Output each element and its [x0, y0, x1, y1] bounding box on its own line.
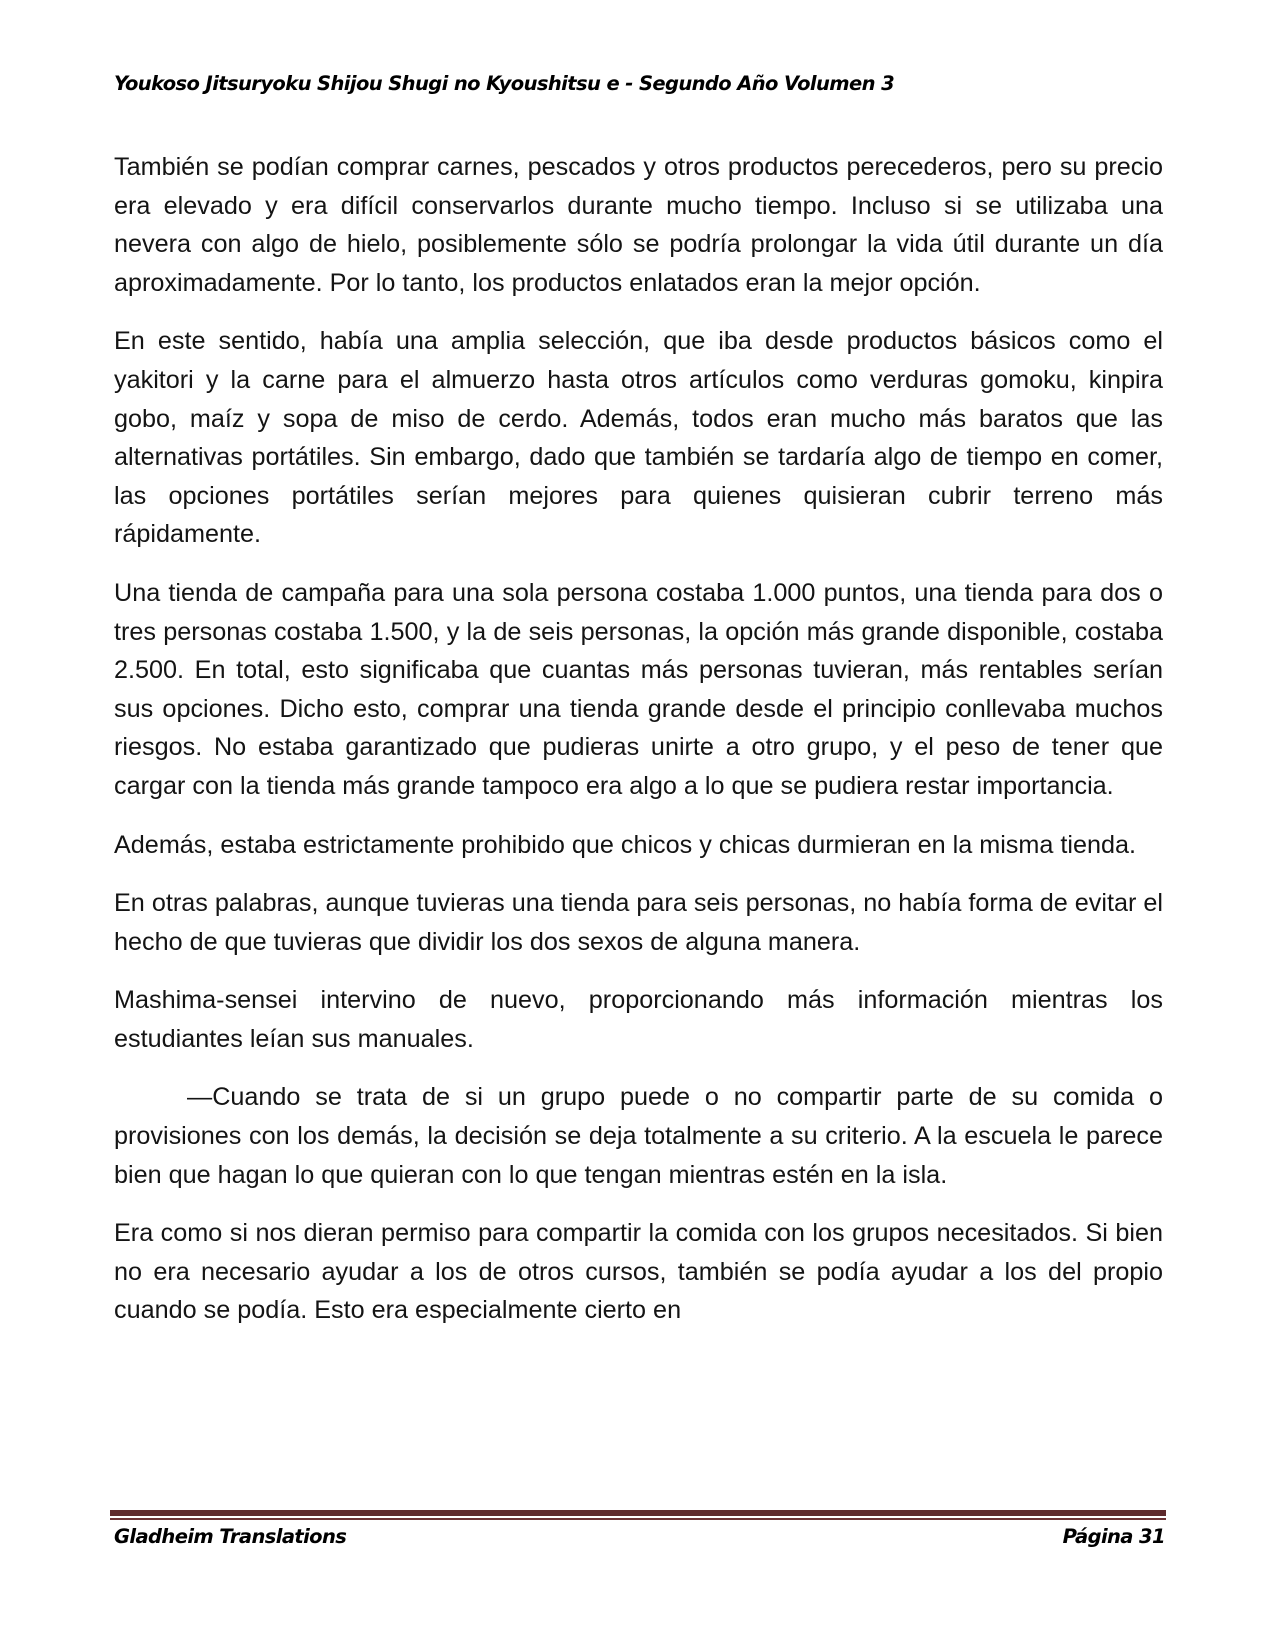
footer-divider	[110, 1510, 1166, 1520]
footer-page-number: Página 31	[1062, 1525, 1165, 1548]
paragraph: En otras palabras, aunque tuvieras una tienda para seis personas, no había forma de evitar el hecho de que tuvieras que dividir los dos sexos de alguna manera.	[114, 889, 1163, 956]
footer-divider-thin	[110, 1518, 1166, 1520]
footer-translator: Gladheim Translations	[114, 1525, 347, 1548]
dialogue-paragraph: —Cuando se trata de si un grupo puede o no compartir parte de su comida o provisiones con los demás, la decisión se deja totalmente a su criterio. A la escuela le parece bien que hagan lo que quieran con lo que tengan mientras estén en la isla.	[114, 1083, 1163, 1189]
page-header-title: Youkoso Jitsuryoku Shijou Shugi no Kyoushitsu e - Segundo Año Volumen 3	[114, 72, 895, 95]
page-footer	[114, 1525, 1165, 1548]
paragraph: En este sentido, había una amplia selección, que iba desde productos básicos como el yakitori y la carne para el almuerzo hasta otros artículos como verduras gomoku, kinpira gobo, maíz y sopa de miso de cerdo. Además, todos eran mucho más baratos que las alternativas portátiles. Sin embargo, dado que también se tardaría algo de tiempo en comer, las opciones portátiles serían mejores para quienes quisieran cubrir terreno más rápidamente.	[114, 327, 1163, 549]
paragraph: Era como si nos dieran permiso para compartir la comida con los grupos necesitados. Si bien no era necesario ayudar a los de otros cursos, también se podía ayudar a los del propio cuando se podía. Esto era especialmente cierto en	[114, 1219, 1163, 1325]
paragraph: Mashima-sensei intervino de nuevo, proporcionando más información mientras los estudiantes leían sus manuales.	[114, 986, 1163, 1053]
paragraph: También se podían comprar carnes, pescados y otros productos perecederos, pero su precio era elevado y era difícil conservarlos durante mucho tiempo. Incluso si se utilizaba una nevera con algo de hielo, posiblemente sólo se podría prolongar la vida útil durante un día aproximadamente. Por lo tanto, los productos enlatados eran la mejor opción.	[114, 153, 1163, 297]
body-text	[114, 148, 1163, 1350]
paragraph: Además, estaba estrictamente prohibido que chicos y chicas durmieran en la misma tienda.	[114, 830, 1137, 859]
paragraph: Una tienda de campaña para una sola persona costaba 1.000 puntos, una tienda para dos o tres personas costaba 1.500, y la de seis personas, la opción más grande disponible, costaba 2.500. En total, esto significaba que cuantas más personas tuvieran, más rentables serían sus opciones. Dicho esto, comprar una tienda grande desde el principio conllevaba muchos riesgos. No estaba garantizado que pudieras unirte a otro grupo, y el peso de tener que cargar con la tienda más grande tampoco era algo a lo que se pudiera restar importancia.	[114, 578, 1163, 800]
